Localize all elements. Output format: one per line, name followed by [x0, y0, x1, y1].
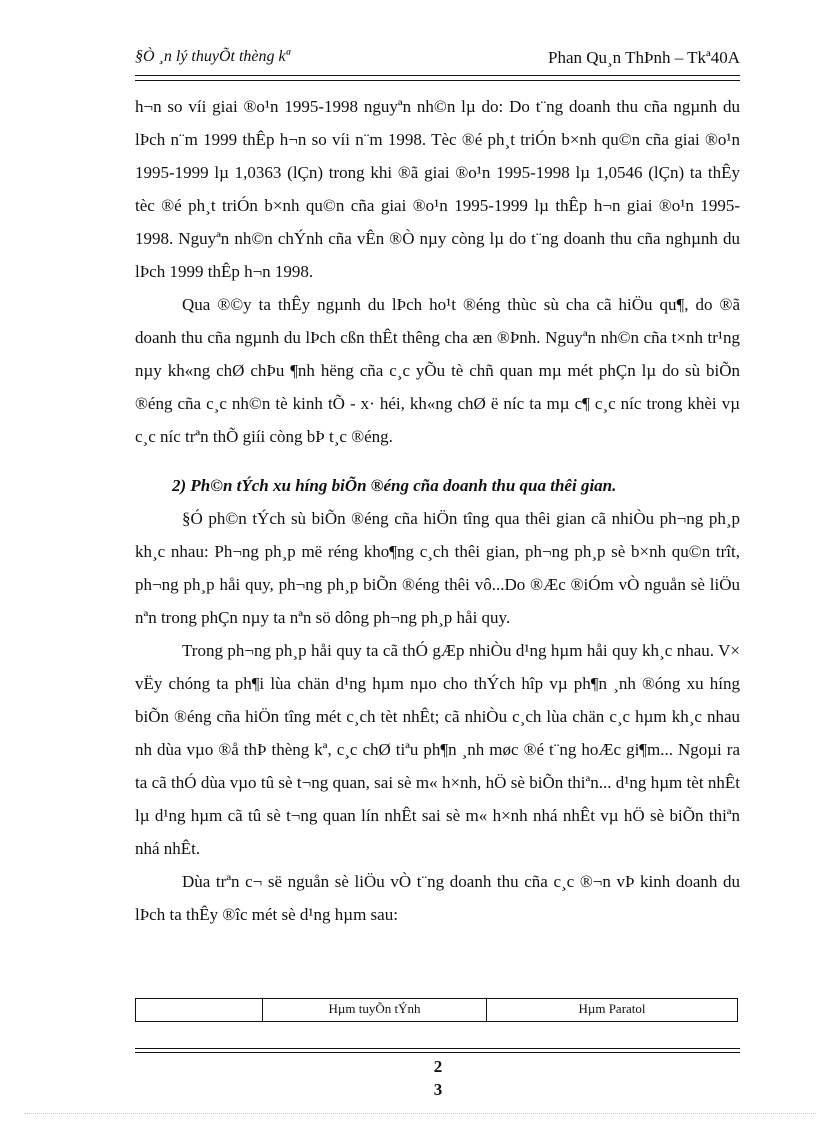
table-header-linear: Hµm tuyÕn tÝnh	[263, 999, 487, 1021]
header-author: Phan Qu¸n ThÞnh – Tkª40A	[547, 48, 740, 67]
page-bottom-dotted-line	[24, 1113, 816, 1114]
document-body	[135, 90, 740, 931]
section-heading: 2) Ph©n tÝch xu híng biÕn ®éng cña doanh thu qua thêi gian.	[172, 476, 617, 495]
regression-table	[135, 998, 738, 1022]
paragraph-regression: Trong ph¬ng ph¸p håi quy ta cã thÓ gÆp nhiÒu d¹ng hµm håi quy kh¸c nhau. V× vËy chóng ta ph¶i lùa chän d¹ng hµm nµo cho thÝch hîp vµ ph¶n ¸nh ®óng xu híng biÕn ®éng cña hiÖn tîng mét c¸ch tèt nhÊt; cã nhiÒu c¸ch lùa chän c¸c hµm kh¸c nhau nh dùa vµo ®å thÞ thèng kª, c¸c chØ tiªu ph¶n ¸nh møc ®é t¨ng hoÆc gi¶m... Ngoµi ra ta cã thÓ dùa vµo tû sè t¬ng quan, sai sè m« h×nh, hÖ sè biÕn thiªn... d¹ng hµm tèt nhÊt lµ d¹ng hµm cã tû sè t¬ng quan lín nhÊt sai sè m« h×nh nhá nhÊt vµ hÖ sè biÕn thiªn nhá nhÊt.	[135, 641, 740, 858]
paragraph-table-intro: Dùa trªn c¬ së nguån sè liÖu vÒ t¨ng doanh thu cña c¸c ®¬n vÞ kinh doanh du lÞch ta thÊy ®îc mét sè d¹ng hµm sau:	[135, 872, 740, 924]
header-document-title: §Ò ¸n lý thuyÕt thèng kª	[135, 48, 291, 65]
footer-double-rule	[135, 1048, 740, 1053]
table-header-parabol: Hµm Paratol	[578, 1001, 646, 1016]
page-number-line2: 3	[433, 1080, 443, 1099]
header-double-rule	[135, 75, 740, 81]
paragraph-methods: §Ó ph©n tÝch sù biÕn ®éng cña hiÖn tîng qua thêi gian cã nhiÒu ph¬ng ph¸p kh¸c nhau: Ph¬ng ph¸p më réng kho¶ng c¸ch thêi gian, ph¬ng ph¸p sè b×nh qu©n trît, ph¬ng ph¸p håi quy, ph¬ng ph¸p biÕn ®éng thêi vô...Do ®Æc ®iÓm vÒ nguån sè liÖu nªn trong phÇn nµy ta nªn sö dông ph¬ng ph¸p håi quy.	[135, 509, 740, 627]
paragraph-conclusion: Qua ®©y ta thÊy ngµnh du lÞch ho¹t ®éng thùc sù cha cã hiÖu qu¶, do ®ã doanh thu cña ngµnh du lÞch cßn thÊt thêng cha æn ®Þnh. Nguyªn nh©n cña t×nh tr¹ng nµy kh«ng chØ chÞu ¶nh hëng cña c¸c yÕu tè chñ quan mµ mét phÇn lµ do sù biÕn ®éng cña c¸c nh©n tè kinh tÕ - x· héi, kh«ng chØ ë níc ta mµ c¶ c¸c níc trong khèi vµ c¸c níc trªn thÕ giíi còng bÞ t¸c ®éng.	[135, 295, 740, 446]
table-header-empty	[136, 999, 263, 1021]
paragraph-continuation: h¬n so víi giai ®o¹n 1995-1998 nguyªn nh©n lµ do: Do t¨ng doanh thu cña ngµnh du lÞch n¨m 1999 thÊp h¬n so víi n¨m 1998. Tèc ®é ph¸t triÓn b×nh qu©n cña giai ®o¹n 1995-1999 lµ 1,0363 (lÇn) trong khi ®ã giai ®o¹n 1995-1998 lµ 1,0546 (lÇn) ta thÊy tèc ®é ph¸t triÓn b×nh qu©n cña giai ®o¹n 1995-1999 lµ thÊp h¬n giai ®o¹n 1995-1998. Nguyªn nh©n chÝnh cña vÊn ®Ò nµy còng lµ do t¨ng doanh thu cña nghµnh du lÞch 1999 thÊp h¬n 1998.	[135, 97, 740, 281]
page-number-line1: 2	[433, 1057, 443, 1076]
page-header	[135, 48, 740, 76]
